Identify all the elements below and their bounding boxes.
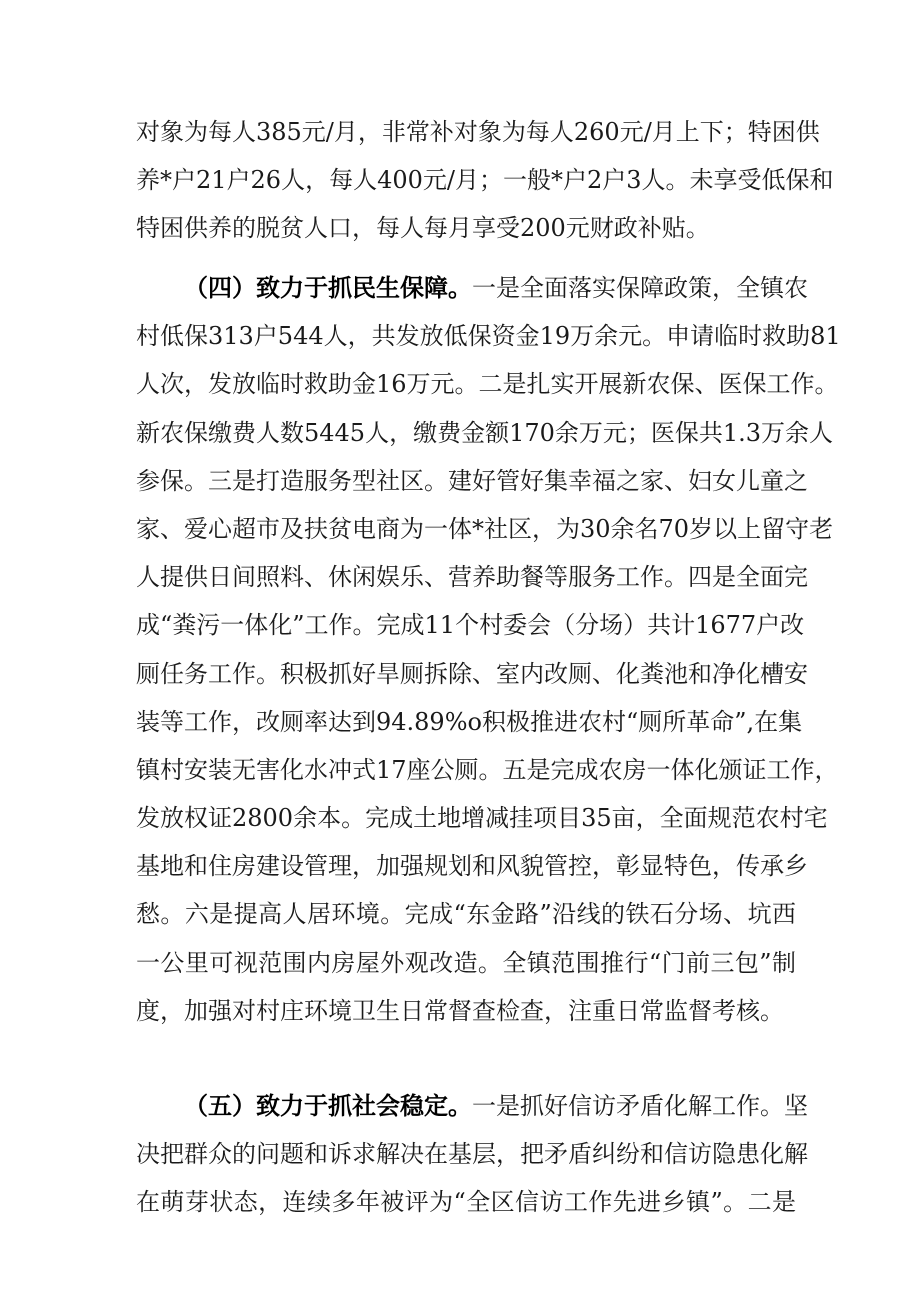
paragraph-low-income-support — [136, 108, 834, 253]
paragraph-social-stability — [136, 1082, 808, 1227]
text-line: 新农保缴费人数5445人，缴费金额170余万元；医保共1.3万余人 — [136, 418, 834, 447]
text-line: 基地和住房建设管理，加强规划和风貌管控，彰显特色，传承乡 — [136, 852, 808, 881]
section-heading-4: （四）致力于抓民生保障。 — [184, 273, 472, 302]
text-line: 特困供养的脱贫人口，每人每月享受200元财政补贴。 — [136, 214, 710, 243]
text-line: 养*户21户26人，每人400元/月；一般*户2户3人。未享受低保和 — [136, 166, 834, 195]
section-text: 一是全面落实保障政策，全镇农 — [472, 274, 808, 302]
text-line: 装等工作，改厕率达到94.89%o积极推进农村“厕所革命”,在集 — [136, 707, 803, 736]
text-line: 决把群众的问题和诉求解决在基层，把矛盾纠纷和信访隐患化解 — [136, 1140, 808, 1169]
text-line: 发放权证2800余本。完成土地增减挂项目35亩，全面规范农村宅 — [136, 804, 828, 833]
text-line — [136, 1082, 808, 1130]
text-line: 人提供日间照料、休闲娱乐、营养助餐等服务工作。四是全面完 — [136, 563, 808, 592]
section-heading-5: （五）致力于抓社会稳定。 — [184, 1091, 472, 1120]
text-line: 一公里可视范围内房屋外观改造。全镇范围推行“门前三包”制 — [136, 948, 796, 977]
text-line: 参保。三是打造服务型社区。建好管好集幸福之家、妇女儿童之 — [136, 466, 808, 495]
text-line: 村低保313户544人，共发放低保资金19万余元。申请临时救助81 — [136, 322, 841, 351]
section-text: 一是抓好信访矛盾化解工作。坚 — [472, 1092, 808, 1120]
text-line: 对象为每人385元/月，非常补对象为每人260元/月上下；特困供 — [136, 118, 820, 146]
text-line: 厕任务工作。积极抓好旱厕拆除、室内改厕、化粪池和净化槽安 — [136, 659, 808, 688]
text-line: 家、爱心超市及扶贫电商为一体*社区，为30余名70岁以上留守老 — [136, 514, 834, 543]
text-line: 在萌芽状态，连续多年被评为“全区信访工作先进乡镇”。二是 — [136, 1188, 796, 1217]
text-line: 愁。六是提高人居环境。完成“东金路”沿线的铁石分场、坑西 — [136, 900, 796, 929]
text-line: 镇村安装无害化水冲式17座公厕。五是完成农房一体化颁证工作， — [136, 755, 839, 784]
text-line: 成“粪污一体化”工作。完成11个村委会（分场）共计1677户改 — [136, 611, 805, 640]
text-line — [136, 264, 808, 312]
paragraph-livelihood-security — [136, 264, 841, 1035]
text-line: 度，加强对村庄环境卫生日常督查检查，注重日常监督考核。 — [136, 996, 784, 1025]
text-line: 人次，发放临时救助金16万元。二是扎实开展新农保、医保工作。 — [136, 370, 839, 399]
